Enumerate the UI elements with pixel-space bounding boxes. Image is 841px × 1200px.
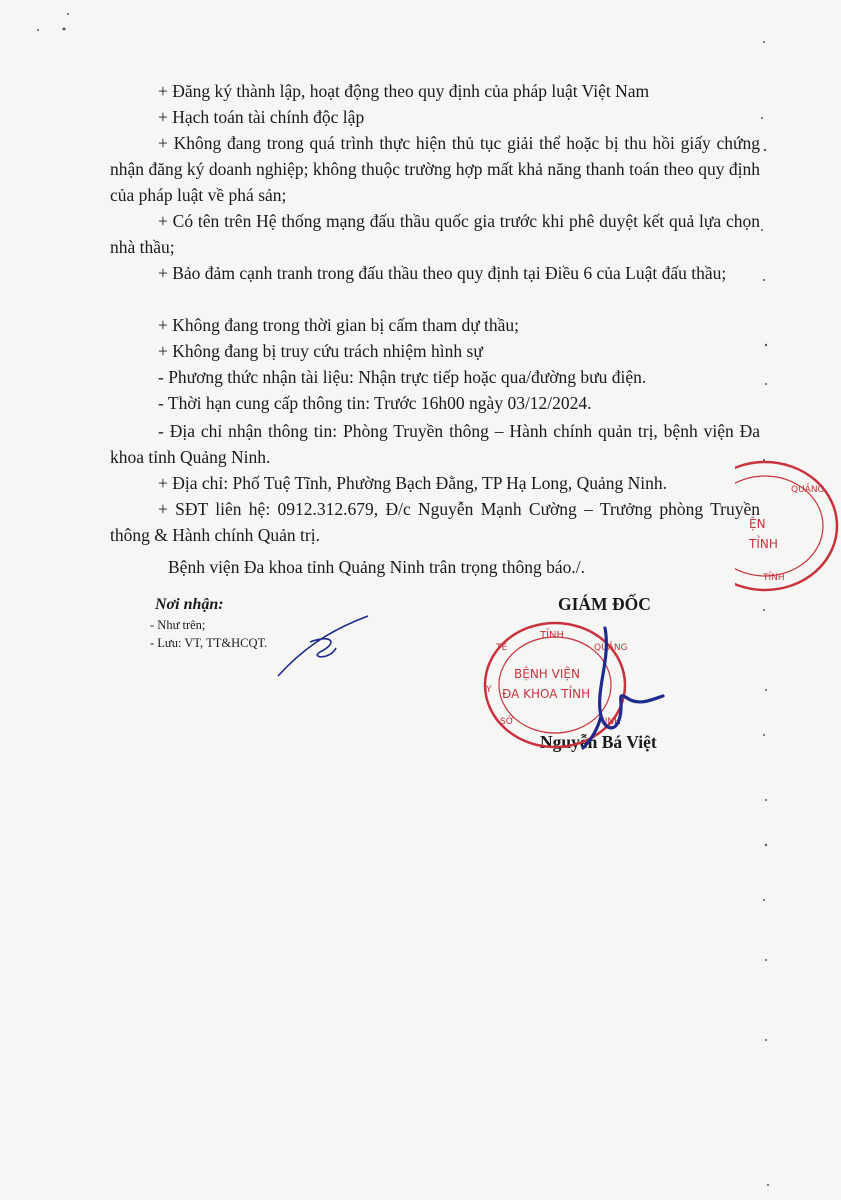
requirement-accounting: + Hạch toán tài chính độc lập (158, 107, 365, 127)
contact-phone: + SĐT liên hệ: 0912.312.679, Đ/c Nguyễn Mạnh Cường – Trưởng phòng Truyền thông & Hành chính Quản trị. (110, 499, 760, 545)
street-address: + Địa chỉ: Phố Tuệ Tĩnh, Phường Bạch Đằng, TP Hạ Long, Quảng Ninh. (158, 473, 668, 493)
closing-statement: Bệnh viện Đa khoa tỉnh Quảng Ninh trân trọng thông báo./. (168, 557, 586, 577)
stamp-ring-text: Y (486, 685, 492, 695)
stamp-ring-text: TỈNH (763, 573, 785, 583)
requirement-competition: + Bảo đảm cạnh tranh trong đấu thầu theo quy định tại Điều 6 của Luật đấu thầu; (158, 263, 727, 283)
receipt-method: - Phương thức nhận tài liệu: Nhận trực tiếp hoặc qua/đường bưu điện. (158, 367, 647, 387)
stamp-ring-text: TỈNH (540, 630, 565, 641)
stamp-line: ỆN (749, 517, 766, 531)
requirement-ban: + Không đang trong thời gian bị cấm tham dự thầu; (158, 315, 520, 335)
stamp-line: TỈNH (749, 537, 778, 551)
stamp-line: BỆNH VIỆN (514, 667, 580, 681)
stamp-ring-text: SỞ (500, 717, 514, 727)
stamp-ring-text: TẾ (496, 643, 508, 653)
requirement-criminal: + Không đang bị truy cứu trách nhiệm hình sự (158, 341, 483, 361)
requirement-registration: + Đăng ký thành lập, hoạt động theo quy định của pháp luật Việt Nam (158, 81, 650, 101)
signer-name: Nguyễn Bá Việt (540, 732, 657, 752)
signature-title: GIÁM ĐỐC (558, 594, 651, 614)
requirement-network: + Có tên trên Hệ thống mạng đấu thầu quốc gia trước khi phê duyệt kết quả lựa chọn nhà thầu; (110, 211, 760, 257)
recipients-title: Nơi nhận: (155, 596, 224, 613)
director-signature (575, 620, 670, 750)
stamp-ring-text: NINH (598, 717, 621, 727)
deadline: - Thời hạn cung cấp thông tin: Trước 16h00 ngày 03/12/2024. (158, 393, 592, 413)
recipient-item: - Lưu: VT, TT&HCQT. (150, 636, 268, 650)
recipient-item: - Như trên; (150, 618, 206, 632)
requirement-dissolution: + Không đang trong quá trình thực hiện thủ tục giải thể hoặc bị thu hồi giấy chứng nhận đăng ký doanh nghiệp; không thuộc trường hợp mất khả năng thanh toán theo quy định của pháp luật về phá sản; (110, 133, 760, 205)
receipt-address: - Địa chỉ nhận thông tin: Phòng Truyền thông – Hành chính quản trị, bệnh viện Đa khoa tỉnh Quảng Ninh. (110, 421, 760, 467)
stamp-ring-text: QUẢNG (594, 643, 628, 653)
stamp-line: ĐA KHOA TỈNH (502, 687, 591, 701)
stamp-ring-text: QUẢNG (791, 485, 825, 495)
